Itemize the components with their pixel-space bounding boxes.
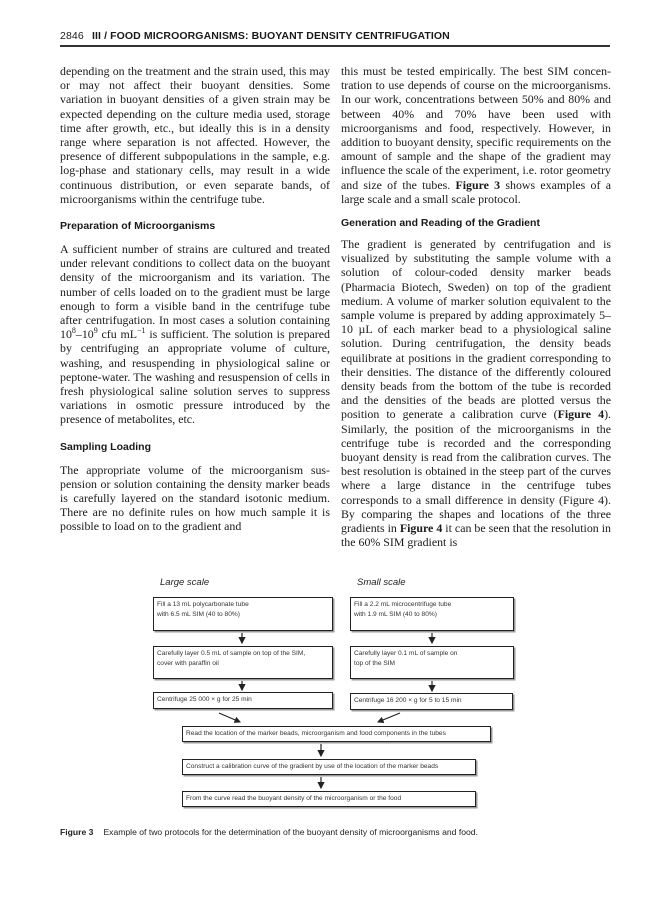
text-run: it can be seen that the resolution in the 60% SIM gradient is — [341, 521, 611, 550]
text-run: A sufficient number of strains are cultured and treated under relevant conditions to collect data on the buoyant density of the microorganism and its variation. The number of cells loaded on to the gradient must be large enough to form a visible band in the centrifuge tube after centrifugation. In most cases a solution containing 10 — [60, 242, 330, 342]
box-line: Centrifuge 16 200 × g for 5 to 15 min — [354, 697, 462, 704]
box-line: with 1.9 mL SIM (40 to 80%) — [354, 611, 437, 618]
caption-label: Figure 3 — [60, 827, 94, 837]
heading-preparation: Preparation of Microorganisms — [60, 220, 216, 233]
arrow-diagonal-icon — [219, 713, 240, 722]
label-small-scale: Small scale — [357, 577, 406, 588]
figure-reference[interactable]: Figure 3 — [455, 177, 501, 192]
text-run: is sufficient. The solution is prepared by centrifuging an appropriate volume of culture, washing, and resuspending in physiological saline or peptone-water. The washing and resuspension of cells in fresh physiological saline solution serves to suppress variations in osmotic pressure introduced by the presence of metabolites, etc. — [60, 327, 330, 427]
paragraph-sampling: The appropriate volume of the microorganism suspension or solution containing the density marker beads is carefully layered on the standard isotonic medium. There are no definite rules on how much sample it is possible to load on to the gradient and — [60, 462, 330, 534]
heading-gradient: Generation and Reading of the Gradient — [341, 217, 540, 230]
superscript: −1 — [137, 326, 146, 336]
text-run: –10 — [75, 327, 94, 342]
box-line: Read the location of the marker beads, microorganism and food components in the tubes — [186, 730, 446, 737]
box-line: Construct a calibration curve of the gradient by use of the location of the marker beads — [186, 763, 439, 770]
box-line: Centrifuge 25 000 × g for 25 min — [157, 696, 252, 703]
paragraph-intro: depending on the treatment and the strain used, this may or may not affect their buoyant densities. Some variation in buoyant densities of a given strain may be expected depending on the culture media used, storage time after growth, etc., but ideally this is in a density range where separation is not affected. However, the presence of different subpopulations in the sample, e.g. log-phase and stationary cells, may result in a wide continuous distribution, or even separate bands, of microorganisms within the centrifuge tube. — [60, 64, 330, 206]
text-run: The gradient is generated by centrifugation and is visualized by substituting the sample volume with a solution of colour-coded density marker beads (Pharmacia Biotech, Sweden) on top of the gradient medium. A volume of marker solution equivalent to the sample volume is prepared by adding approximately 5–10 µL of each marker bead to a physiological saline solution. During centrifugation, the density beads equilibrate at positions in the gradient corresponding to their densities. The distance of the differently coloured density beads from the bottom of the tube is recorded and the densities of the beads are plotted versus the position to generate a calibration curve ( — [341, 237, 611, 422]
box-line: with 6.5 mL SIM (40 to 80%) — [157, 611, 240, 618]
caption-text: Example of two protocols for the determination of the buoyant density of microorganisms and food. — [103, 827, 478, 837]
box-line: From the curve read the buoyant density of the microorganism or the food — [186, 795, 402, 802]
box-line: Carefully layer 0.5 mL of sample on top of the SIM, — [157, 650, 306, 657]
figure-reference[interactable]: Figure 4 — [557, 407, 605, 422]
page-number: 2846 — [60, 30, 84, 42]
box-line: Fill a 13 mL polycarbonate tube — [157, 601, 249, 608]
figure-caption — [60, 827, 620, 837]
label-large-scale: Large scale — [160, 577, 210, 588]
box-line: Fill a 2.2 mL microcentrifuge tube — [354, 601, 452, 608]
arrow-diagonal-icon — [378, 713, 400, 722]
superscript: 9 — [93, 326, 98, 336]
running-title: III / FOOD MICROORGANISMS: BUOYANT DENSITY CENTRIFUGATION — [92, 30, 450, 42]
box-line: Carefully layer 0.1 mL of sample on — [354, 650, 458, 657]
text-run: cfu mL — [97, 327, 138, 342]
figure-reference[interactable]: Figure 4 — [399, 521, 443, 536]
text-run: shows examples of a large scale and a small scale protocol. — [341, 177, 611, 206]
box-line: top of the SIM — [354, 660, 396, 667]
text-run: this must be tested empirically. The best SIM concentration to use depends of course on the microorganisms. In our work, concentrations between 50% and 80% and between 40% and 70% have been used with microorganisms and food, respectively. However, in addition to buoyant density, specific requirements on the amount of sample and the shape of the gradient may influence the scale of the experiment, i.e. rotor geometry and size of the tubes. — [341, 64, 611, 192]
superscript: 8 — [71, 326, 76, 336]
text-run: ). Similarly, the position of the microorganisms in the centrifuge tube is recorded and the corresponding buoyant density is read from the calibration curves. The best resolution is obtained in the steep part of the curves where a large distance in the centrifuge tubes corresponds to a small difference in density (Figure 4). By comparing the shapes and locations of the three gradients in — [341, 407, 612, 536]
heading-sampling: Sampling Loading — [60, 440, 151, 453]
box-line: cover with paraffin oil — [157, 660, 219, 667]
